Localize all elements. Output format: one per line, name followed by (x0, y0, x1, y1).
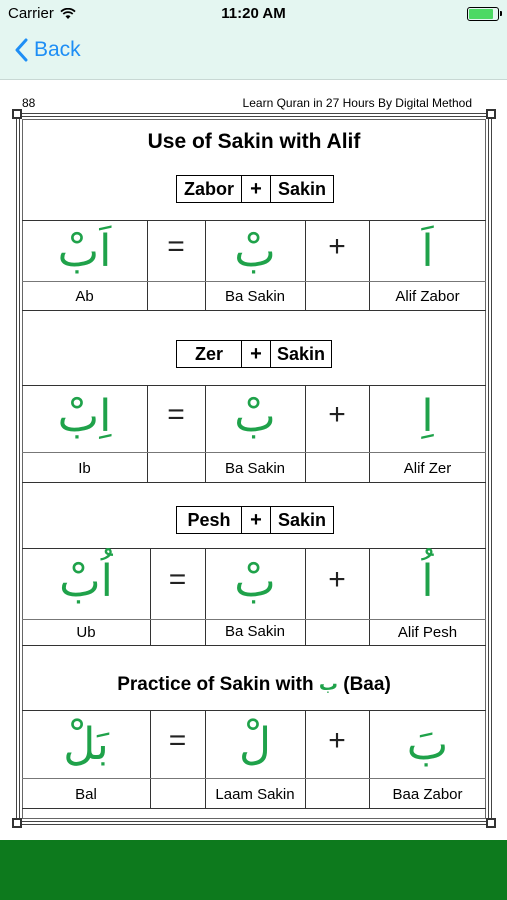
left-arabic: اَ (421, 226, 434, 277)
middle-caption: Laam Sakin (215, 786, 295, 803)
middle-arabic: بْ (234, 556, 276, 607)
section-label-pesh (176, 506, 334, 534)
left-caption: Alif Pesh (397, 624, 458, 641)
left-caption: Baa Zabor (392, 786, 463, 803)
back-button[interactable] (14, 38, 81, 62)
practice-suffix: (Baa) (337, 674, 391, 695)
label-plus: + (241, 341, 271, 367)
middle-caption: Ba Sakin (224, 460, 286, 477)
plus-sign: + (328, 230, 346, 263)
left-arabic: بَ (406, 719, 449, 770)
frame-corner (12, 818, 22, 828)
plus-sign: + (328, 398, 346, 431)
status-bar (0, 0, 507, 28)
middle-arabic: بْ (234, 226, 276, 277)
section-label-zer (176, 340, 332, 368)
back-label: Back (34, 38, 81, 61)
carrier-label: Carrier (8, 5, 54, 22)
battery-icon (467, 7, 499, 21)
left-caption: Alif Zer (403, 460, 452, 477)
practice-prefix: Practice of Sakin with (117, 674, 319, 695)
label-right: Sakin (276, 343, 325, 364)
middle-arabic: لْ (239, 719, 271, 770)
left-caption: Alif Zabor (395, 288, 460, 305)
section-label-zabor (176, 175, 334, 203)
bottom-bar (0, 840, 507, 900)
label-right: Sakin (277, 178, 327, 199)
label-plus: + (241, 176, 271, 202)
label-left: Zabor (183, 178, 234, 199)
result-arabic: اُبْ (59, 556, 113, 607)
plus-sign: + (328, 563, 346, 596)
middle-caption: Ba Sakin (224, 623, 286, 640)
label-plus: + (241, 507, 271, 533)
middle-arabic: بْ (234, 391, 276, 442)
navigation-bar (0, 28, 507, 80)
page-title: Use of Sakin with Alif (147, 130, 361, 153)
chevron-left-icon (14, 38, 28, 62)
result-arabic: اِبْ (57, 391, 112, 442)
practice-arabic-letter: ب (318, 673, 338, 695)
equals-sign: = (167, 230, 185, 263)
status-time: 11:20 AM (221, 5, 286, 22)
page-number: 88 (22, 96, 36, 110)
label-left: Pesh (187, 509, 231, 530)
frame-corner (12, 109, 22, 119)
middle-caption: Ba Sakin (224, 288, 286, 305)
book-title: Learn Quran in 27 Hours By Digital Method (242, 96, 472, 110)
practice-heading (22, 673, 486, 696)
result-caption: Bal (75, 786, 97, 803)
frame-corner (486, 109, 496, 119)
result-caption: Ub (76, 624, 96, 641)
equals-sign: = (168, 724, 187, 757)
page-header (22, 96, 472, 110)
result-arabic: اَبْ (57, 226, 112, 277)
book-page (0, 80, 507, 840)
result-caption: Ab (75, 288, 94, 305)
left-arabic: اِ (421, 391, 434, 442)
label-right: Sakin (277, 509, 327, 530)
label-left: Zer (194, 343, 223, 364)
left-arabic: اُ (421, 556, 434, 607)
result-arabic: بَلْ (63, 719, 109, 770)
plus-sign: + (328, 724, 346, 757)
equals-sign: = (167, 398, 185, 431)
result-caption: Ib (78, 460, 91, 477)
equals-sign: = (168, 563, 187, 596)
frame-corner (486, 818, 496, 828)
